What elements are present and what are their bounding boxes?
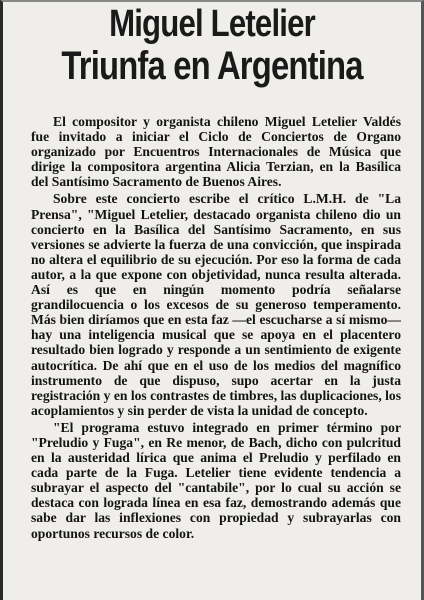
headline-line-2: Triunfa en Argentina <box>61 44 363 88</box>
paragraph-2: Sobre este concierto escribe el crítico L.M.H. de "La Prensa", "Miguel Letelier, destacado organista chileno dio un concierto en la Basílica del Santísimo Sacramento, en sus versiones se advierte la fuerza de una convicción, que inspirada no altera el equilibrio de su ejecución. Por eso la forma de cada autor, a la que expone con objetividad, nunca resulta alterada. Así es que en ningún momento podría señalarse grandilocuencia o los excesos de su generoso temperamento. Más bien diríamos que en esta faz —el escucharse a sí mismo— hay una inteligencia musical que se apoya en el placentero resultado bien logrado y responde a un sentimiento de exigente autocrítica. De ahí que en el uso de los medios del magnífico instrumento de que dispuso, supo acertar en la justa registración y en los contrastes de timbres, las duplicaciones, los acoplamientos y sin perder de vista la unidad de concepto. <box>31 191 401 418</box>
article-body <box>31 114 401 543</box>
paragraph-3: "El programa estuvo integrado en primer término por "Preludio y Fuga", en Re menor, de Bach, dicho con pulcritud en la austeridad lírica que anima el Preludio y perfilado en cada parte de la Fuga. Letelier tiene evidente tendencia a subrayar el aspecto del "cantabile", por lo cual su acción se destaca con lograda línea en esa faz, demostrando además que sabe dar las inflexiones con propiedad y subrayarlas con oportunos recursos de color. <box>31 419 401 541</box>
paragraph-1: El compositor y organista chileno Miguel Letelier Valdés fue invitado a iniciar el Ciclo de Conciertos de Organo organizado por Encuentros Internacionales de Música que dirige la compositora argentina Alicia Terzian, en la Basílica del Santísimo Sacramento de Buenos Aires. <box>31 114 401 190</box>
headline-line-1: Miguel Letelier <box>109 3 315 45</box>
